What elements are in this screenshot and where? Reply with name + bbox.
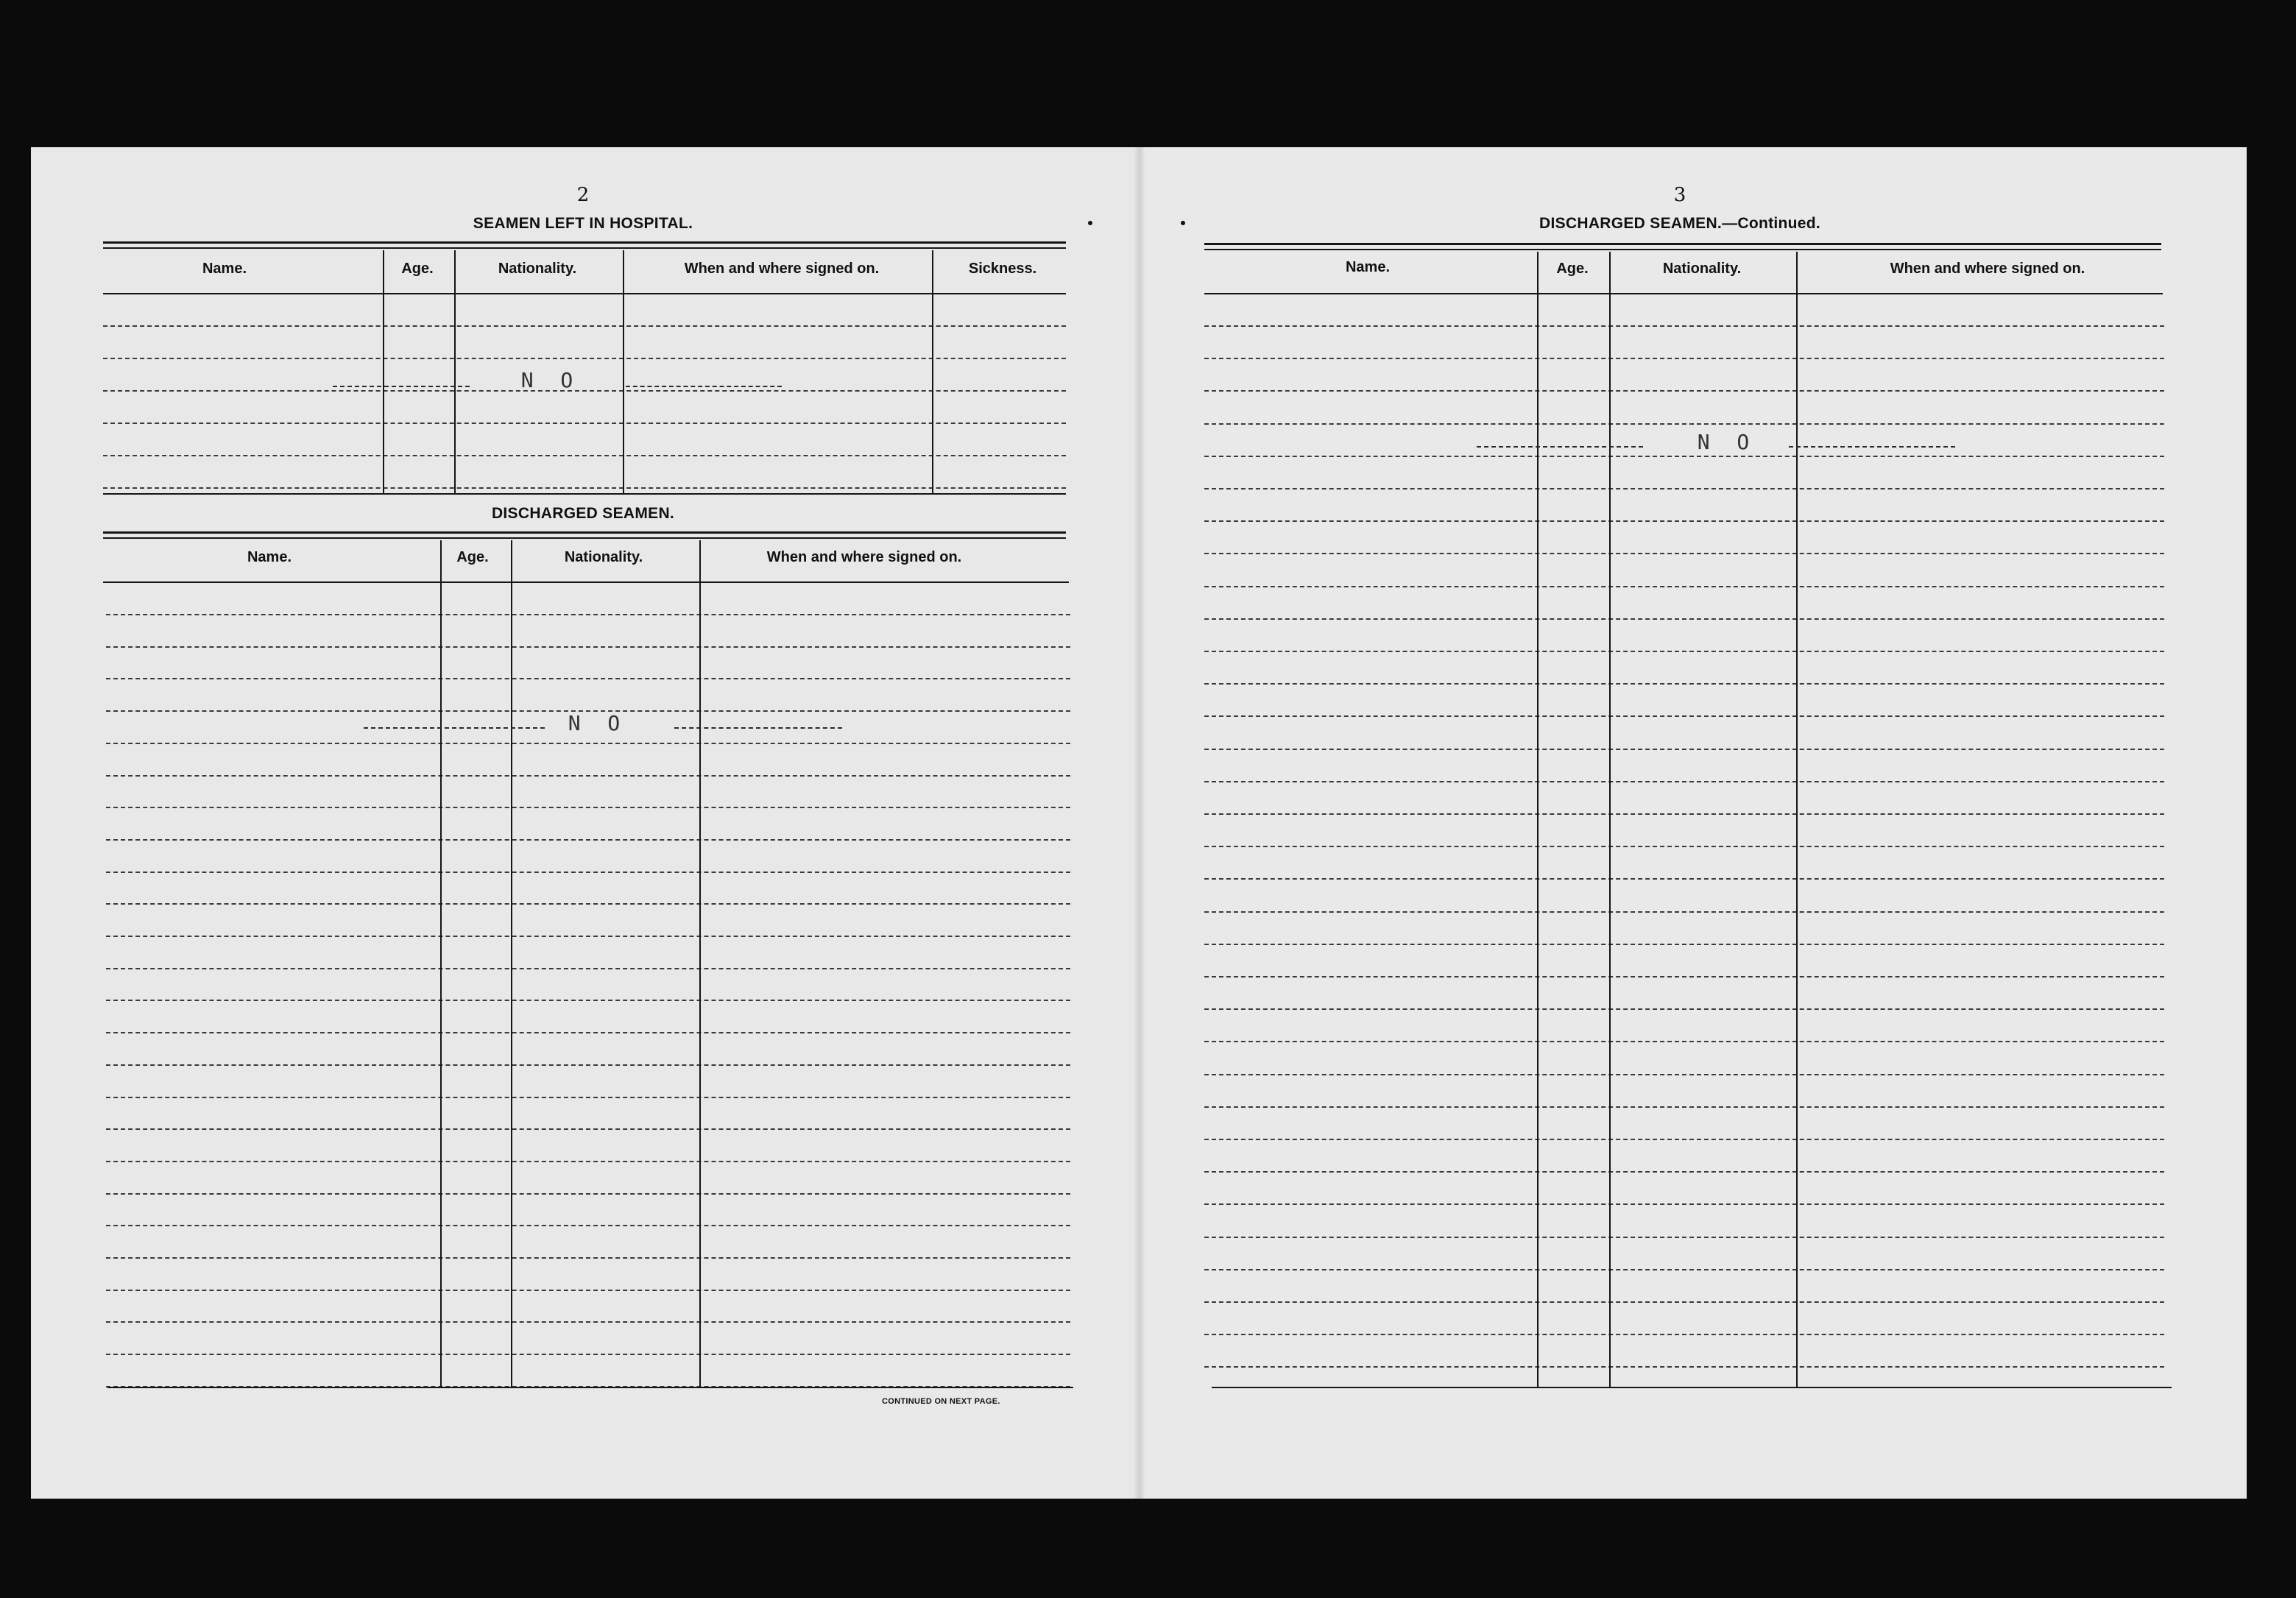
right-col-signed-on: When and where signed on. (1890, 261, 2085, 277)
punch-dot-right (1181, 221, 1185, 225)
right-col-nationality: Nationality. (1662, 261, 1742, 277)
ruled-row-line (1204, 520, 2164, 522)
hospital-typed-no: N O (520, 368, 581, 392)
ruled-row-line (106, 1097, 1070, 1098)
ruled-row-line (106, 1064, 1070, 1066)
ruled-row-line (1204, 651, 2164, 652)
hospital-top-rule (103, 241, 1066, 244)
discharged-section-title: DISCHARGED SEAMEN. (491, 505, 675, 522)
hospital-divider-4 (932, 250, 933, 493)
ruled-row-line (1204, 1203, 2164, 1205)
hospital-typed-dash-right (626, 386, 782, 387)
ruled-row-line (103, 455, 1066, 456)
ruled-row-line (1204, 683, 2164, 685)
discharged-typed-no: N O (568, 711, 628, 735)
ruled-row-line (1204, 1366, 2164, 1368)
ruled-row-line (1204, 325, 2164, 327)
right-typed-no: N O (1697, 430, 1757, 454)
ruled-row-line (1204, 586, 2164, 587)
right-col-name: Name. (1345, 259, 1391, 275)
ruled-row-line (1204, 976, 2164, 977)
ruled-row-line (1204, 813, 2164, 815)
ruled-row-line (106, 1290, 1070, 1291)
ruled-row-line (1204, 781, 2164, 782)
ruled-row-line (1204, 944, 2164, 945)
ruled-row-line (1204, 1106, 2164, 1108)
discharged-col-name: Name. (247, 549, 292, 565)
ruled-row-line (103, 487, 1066, 489)
ruled-row-line (1204, 1074, 2164, 1075)
ruled-row-line (106, 1193, 1070, 1195)
right-header-rule (1204, 293, 2163, 294)
ruled-row-line (1204, 749, 2164, 750)
ruled-row-line (1204, 1269, 2164, 1270)
ruled-row-line (106, 1321, 1070, 1323)
ruled-row-line (1204, 1139, 2164, 1140)
hospital-col-age: Age. (401, 261, 434, 277)
discharged-header-rule (103, 581, 1069, 583)
right-col-age: Age. (1556, 261, 1589, 277)
hospital-divider-2 (454, 250, 456, 493)
hospital-top-rule-2 (103, 247, 1066, 249)
hospital-col-signed-on: When and where signed on. (684, 261, 880, 277)
discharged-col-signed-on: When and where signed on. (766, 549, 962, 565)
right-page (1142, 147, 2247, 1499)
ruled-row-line (1204, 1237, 2164, 1238)
ruled-row-line (1204, 1171, 2164, 1173)
ruled-row-line (106, 1354, 1070, 1355)
right-top-rule-2 (1204, 249, 2161, 250)
ruled-row-line (106, 1128, 1070, 1130)
ruled-row-line (103, 390, 1066, 392)
discharged-divider-1 (440, 540, 442, 1387)
ruled-row-line (106, 936, 1070, 937)
ruled-row-line (1204, 1334, 2164, 1335)
discharged-col-nationality: Nationality. (564, 549, 643, 565)
ruled-row-line (1204, 456, 2164, 457)
hospital-typed-dash-left (333, 386, 470, 387)
ruled-row-line (1204, 423, 2164, 425)
ruled-row-line (1204, 846, 2164, 847)
ruled-row-line (1204, 878, 2164, 880)
ruled-row-line (1204, 1301, 2164, 1303)
ruled-row-line (1204, 1041, 2164, 1042)
hospital-divider-3 (623, 250, 624, 493)
right-bottom-rule (1212, 1387, 2172, 1388)
discharged-typed-dash-left (364, 727, 545, 729)
hospital-section-title: SEAMEN LEFT IN HOSPITAL. (473, 215, 693, 232)
ruled-row-line (106, 1161, 1070, 1162)
left-page-number: 2 (576, 184, 590, 206)
ruled-row-line (106, 839, 1070, 841)
ruled-row-line (106, 646, 1070, 648)
right-typed-dash-left (1477, 446, 1643, 448)
hospital-col-nationality: Nationality. (498, 261, 577, 277)
continued-note: CONTINUED ON NEXT PAGE. (882, 1397, 1000, 1406)
ruled-row-line (106, 1000, 1070, 1001)
discharged-top-rule (103, 531, 1066, 534)
discharged-continued-title: DISCHARGED SEAMEN.—Continued. (1539, 215, 1821, 232)
left-page (31, 147, 1135, 1499)
ruled-row-line (103, 325, 1066, 327)
right-divider-1 (1537, 252, 1539, 1387)
discharged-divider-2 (511, 540, 512, 1387)
ruled-row-line (106, 1257, 1070, 1259)
ruled-row-line (1204, 488, 2164, 489)
ruled-row-line (1204, 715, 2164, 717)
hospital-header-rule (103, 293, 1066, 294)
ruled-row-line (106, 807, 1070, 808)
ruled-row-line (1204, 358, 2164, 359)
page-fold (1134, 147, 1145, 1499)
hospital-col-sickness: Sickness. (968, 261, 1037, 277)
ruled-row-line (106, 1225, 1070, 1226)
right-typed-dash-right (1789, 446, 1955, 448)
right-top-rule (1204, 243, 2161, 245)
discharged-typed-dash-right (674, 727, 842, 729)
punch-dot-left (1088, 221, 1092, 225)
hospital-col-name: Name. (202, 261, 247, 277)
ruled-row-line (1204, 1008, 2164, 1010)
right-divider-3 (1796, 252, 1798, 1387)
discharged-col-age: Age. (456, 549, 489, 565)
ruled-row-line (106, 903, 1070, 905)
discharged-divider-3 (699, 540, 701, 1387)
ruled-row-line (106, 743, 1070, 744)
ruled-row-line (106, 968, 1070, 969)
ruled-row-line (1204, 618, 2164, 620)
hospital-bottom-rule (103, 493, 1066, 495)
ruled-row-line (103, 423, 1066, 424)
discharged-top-rule-2 (103, 537, 1066, 539)
ruled-row-line (106, 678, 1070, 679)
hospital-divider-1 (383, 250, 384, 493)
ruled-row-line (1204, 553, 2164, 554)
discharged-bottom-rule (107, 1387, 1073, 1388)
ruled-row-line (106, 775, 1070, 777)
ruled-row-line (103, 358, 1066, 359)
ruled-row-line (106, 614, 1070, 615)
ruled-row-line (1204, 911, 2164, 913)
right-divider-2 (1609, 252, 1611, 1387)
ruled-row-line (1204, 390, 2164, 392)
right-page-number: 3 (1673, 184, 1686, 206)
ruled-row-line (106, 1032, 1070, 1033)
ruled-row-line (106, 872, 1070, 873)
